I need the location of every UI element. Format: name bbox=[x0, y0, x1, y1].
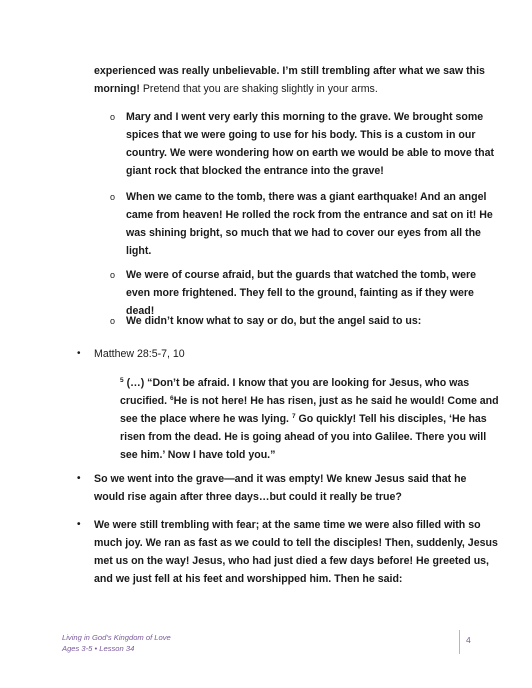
bullet-item-text: So we went into the grave—and it was empty! We knew Jesus said that he would rise again after three days…but could it really be true? bbox=[94, 473, 467, 503]
sub-list-item-text: We didn’t know what to say or do, but the angel said to us: bbox=[126, 315, 422, 327]
bullet-icon: • bbox=[77, 473, 81, 484]
footer-course-title: Living in God’s Kingdom of Love bbox=[62, 633, 171, 642]
bullet-item bbox=[77, 470, 498, 506]
sub-list-item-text: When we came to the tomb, there was a giant earthquake! And an angel came from heaven! He rolled the rock from the entrance and sat on it! He was shining bright, so much that we had to cover our eyes from all the light. bbox=[126, 191, 493, 257]
sub-list-item bbox=[110, 312, 496, 330]
quote-text: (…) “Don’t be afraid. I know that you are looking for Jesus, who was crucified. bbox=[120, 377, 470, 407]
sub-list-item-text: We were of course afraid, but the guards that watched the tomb, were even more frightened. They fell to the ground, fainting as if they were dead! bbox=[126, 269, 477, 317]
bullet-item-scripture bbox=[77, 345, 498, 363]
page-number: 4 bbox=[466, 635, 471, 645]
hollow-bullet-icon: o bbox=[110, 316, 116, 326]
intro-stage-direction: Pretend that you are shaking slightly in your arms. bbox=[139, 83, 378, 95]
verse-number: 6 bbox=[170, 395, 174, 402]
hollow-bullet-icon: o bbox=[110, 192, 116, 202]
footer-course-info bbox=[62, 632, 171, 654]
bullet-item bbox=[77, 516, 498, 588]
hollow-bullet-icon: o bbox=[110, 112, 116, 122]
footer-divider bbox=[459, 630, 460, 654]
sub-list-item bbox=[110, 188, 496, 260]
verse-number: 5 bbox=[120, 377, 124, 384]
bullet-icon: • bbox=[77, 519, 81, 530]
bullet-item-text: We were still trembling with fear; at the same time we were also filled with so much joy. We ran as fast as we could to tell the disciples! Then, suddenly, Jesus met us on the way! Jesus, who had just died a few days before! He greeted us, and we just fell at his feet and worshipped him. Then he said: bbox=[94, 519, 498, 585]
bullet-icon: • bbox=[77, 348, 81, 359]
quote-text: Go quickly! Tell his disciples, ‘He has risen from the dead. He is going ahead of you into Galilee. There you will see him.’ Now I have told you.” bbox=[120, 413, 487, 461]
sub-list-item-text: Mary and I went very early this morning to the grave. We brought some spices that we were going to use for his body. This is a custom in our country. We were wondering how on earth we would be able to move that giant rock that blocked the entrance into the grave! bbox=[126, 111, 495, 177]
sub-list-item bbox=[110, 108, 496, 180]
intro-paragraph bbox=[94, 62, 494, 98]
scripture-quote bbox=[120, 374, 500, 464]
footer-lesson-info: Ages 3-5 • Lesson 34 bbox=[62, 644, 135, 653]
verse-number: 7 bbox=[291, 413, 296, 420]
scripture-reference: Matthew 28:5-7, 10 bbox=[94, 348, 185, 360]
quote-text: He is not here! He has risen, just as he said he would! Come and see the place where he was lying. bbox=[120, 395, 499, 425]
hollow-bullet-icon: o bbox=[110, 270, 116, 280]
intro-bold-text: experienced was really unbelievable. I’m still trembling after what we saw this morning! bbox=[94, 65, 485, 95]
